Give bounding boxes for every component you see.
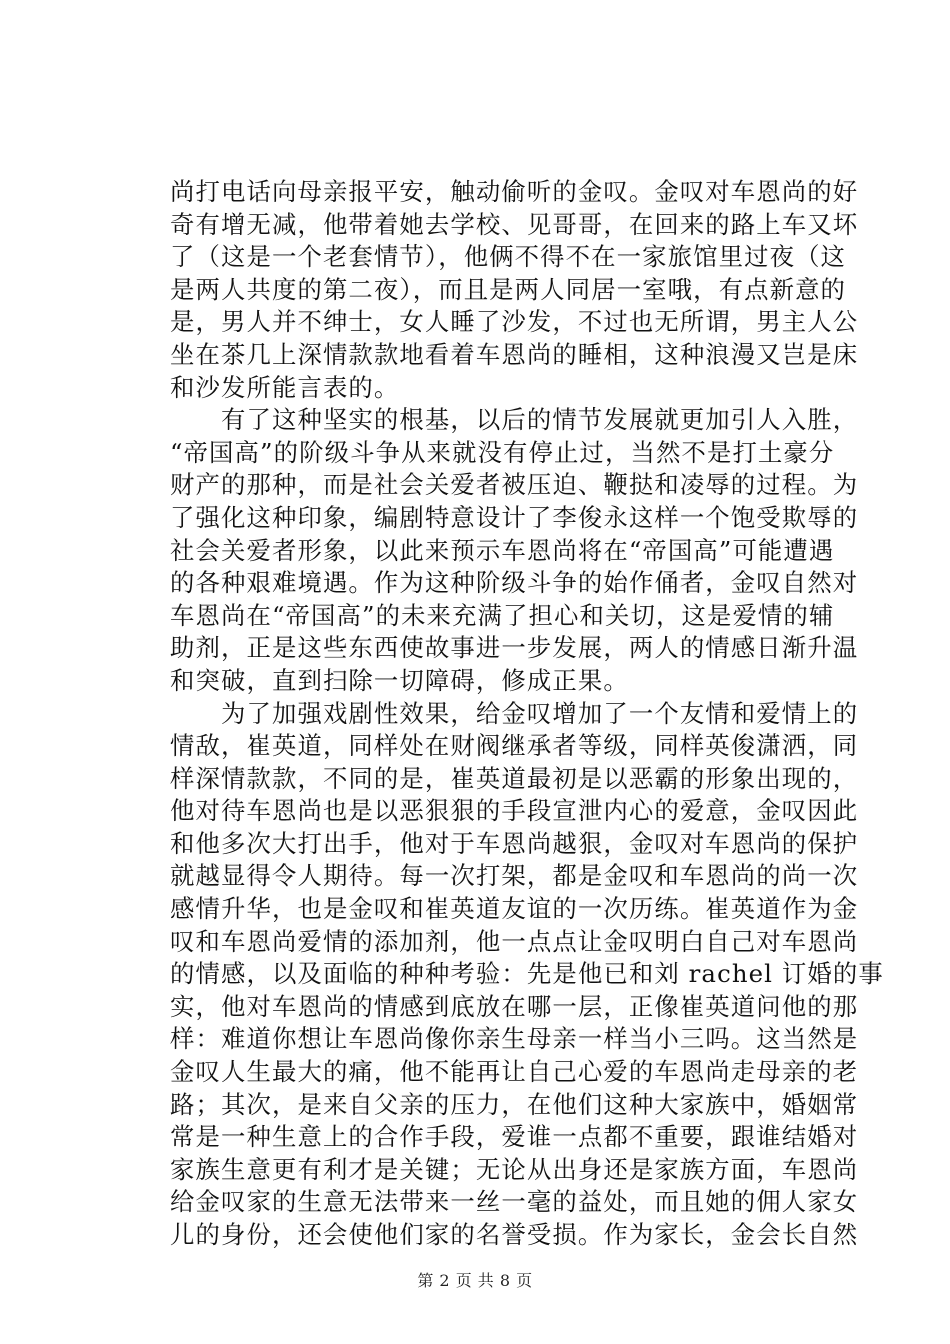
- text-line: 有了这种坚实的根基，以后的情节发展就更加引人入胜，: [170, 405, 859, 435]
- text-line: 儿的身份，还会使他们家的名誉受损。作为家长，金会长自然: [170, 1220, 859, 1249]
- text-line: 财产的那种，而是社会关爱者被压迫、鞭挞和凌辱的过程。为: [170, 470, 859, 500]
- text-line: 和突破，直到扫除一切障碍，修成正果。: [170, 665, 629, 695]
- text-line: 他对待车恩尚也是以恶狠狠的手段宣泄内心的爱意，金叹因此: [170, 796, 859, 826]
- text-line: 尚打电话向母亲报平安，触动偷听的金叹。金叹对车恩尚的好: [170, 177, 859, 206]
- text-line: 的情感，以及面临的种种考验：先是他已和刘 rachel 订婚的事: [170, 959, 884, 989]
- text-line: 车恩尚在“帝国高”的未来充满了担心和关切，这是爱情的辅: [170, 600, 835, 630]
- text-line: 就越显得令人期待。每一次打架，都是金叹和车恩尚的尚一次: [170, 861, 859, 891]
- text-line: 样：难道你想让车恩尚像你亲生母亲一样当小三吗。这当然是: [170, 1024, 859, 1054]
- text-line: 金叹人生最大的痛，他不能再让自己心爱的车恩尚走母亲的老: [170, 1057, 859, 1087]
- text-line: 了强化这种印象，编剧特意设计了李俊永这样一个饱受欺辱的: [170, 502, 859, 532]
- text-line: 和他多次大打出手，他对于车恩尚越狠，金叹对车恩尚的保护: [170, 828, 859, 858]
- page-number-footer: 第 2 页 共 8 页: [417, 1271, 533, 1290]
- text-line: 为了加强戏剧性效果，给金叹增加了一个友情和爱情上的: [170, 698, 859, 728]
- text-line: 奇有增无减，他带着她去学校、见哥哥，在回来的路上车又坏: [170, 209, 859, 239]
- text-line: 和沙发所能言表的。: [170, 372, 400, 402]
- text-line: “帝国高”的阶级斗争从来就没有停止过，当然不是打土豪分: [170, 437, 835, 467]
- text-line: 是，男人并不绅士，女人睡了沙发，不过也无所谓，男主人公: [170, 307, 859, 337]
- text-line: 家族生意更有利才是关键；无论从出身还是家族方面，车恩尚: [170, 1154, 859, 1184]
- text-line: 是两人共度的第二夜），而且是两人同居一室哦，有点新意的: [170, 274, 847, 304]
- text-line: 叹和车恩尚爱情的添加剂，他一点点让金叹明白自己对车恩尚: [170, 926, 859, 956]
- text-line: 助剂，正是这些东西使故事进一步发展，两人的情感日渐升温: [170, 633, 859, 663]
- text-line: 常是一种生意上的合作手段，爱谁一点都不重要，跟谁结婚对: [170, 1122, 859, 1152]
- text-line: 了（这是一个老套情节），他俩不得不在一家旅馆里过夜（这: [170, 242, 847, 272]
- text-line: 社会关爱者形象，以此来预示车恩尚将在“帝国高”可能遭遇: [170, 535, 835, 565]
- body-text: [170, 176, 884, 1252]
- text-line: 的各种艰难境遇。作为这种阶级斗争的始作俑者，金叹自然对: [170, 568, 859, 598]
- text-line: 路；其次，是来自父亲的压力，在他们这种大家族中，婚姻常: [170, 1089, 859, 1119]
- text-line: 样深情款款，不同的是，崔英道最初是以恶霸的形象出现的，: [170, 763, 859, 793]
- text-line: 坐在茶几上深情款款地看着车恩尚的睡相，这种浪漫又岂是床: [170, 339, 859, 369]
- text-line: 实，他对车恩尚的情感到底放在哪一层，正像崔英道问他的那: [170, 991, 859, 1021]
- text-line: 感情升华，也是金叹和崔英道友谊的一次历练。崔英道作为金: [170, 894, 859, 924]
- text-line: 情敌，崔英道，同样处在财阀继承者等级，同样英俊潇洒，同: [170, 731, 859, 761]
- text-line: 给金叹家的生意无法带来一丝一毫的益处，而且她的佣人家女: [170, 1187, 859, 1217]
